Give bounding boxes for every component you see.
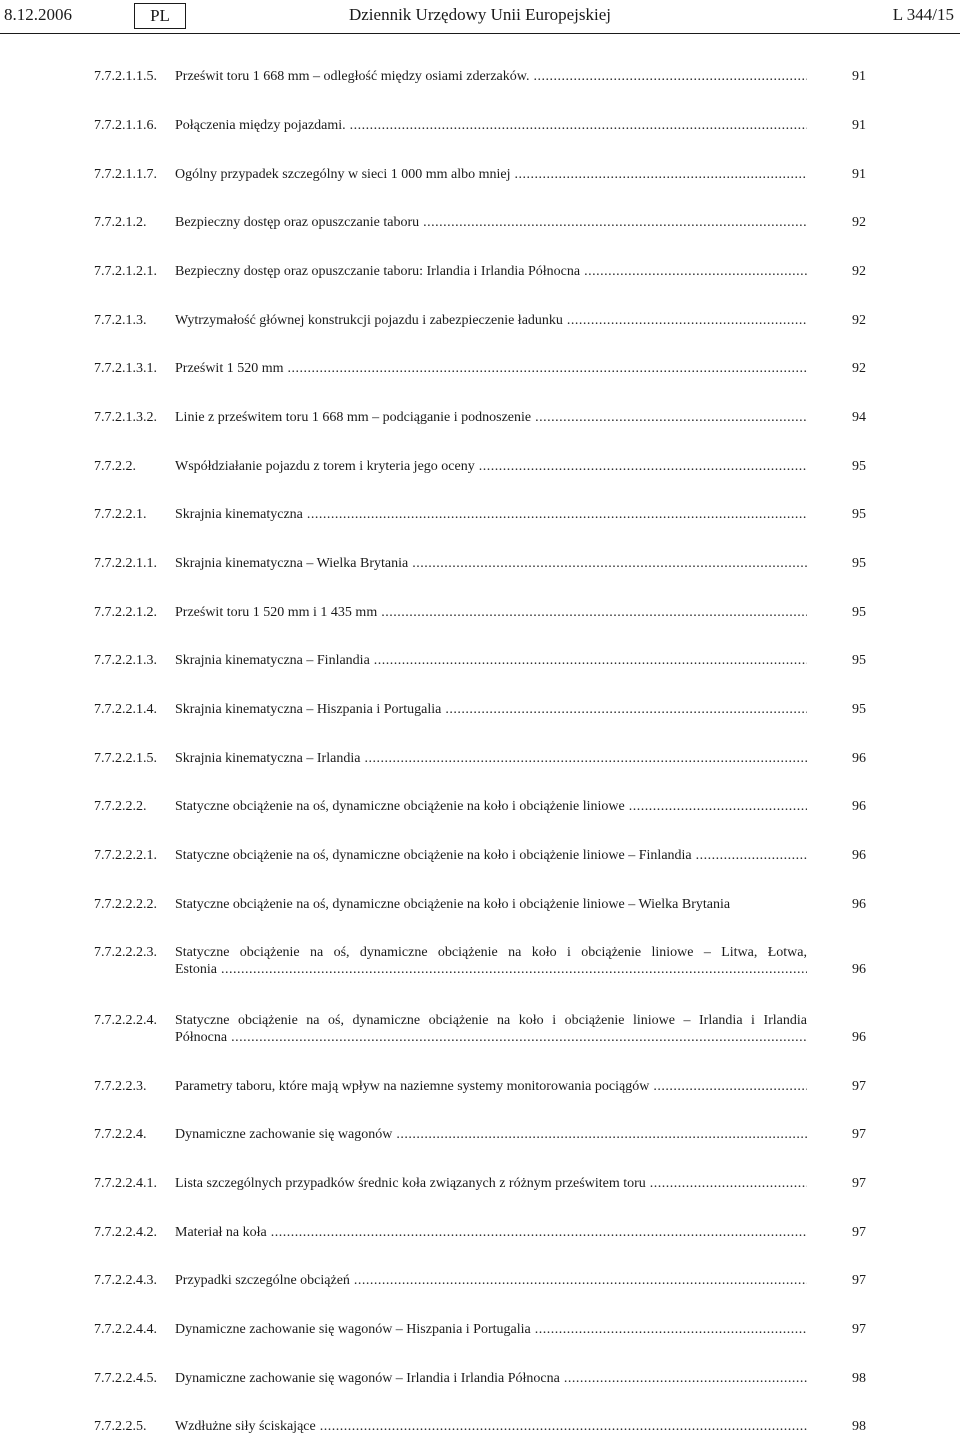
page-number: 95 — [852, 605, 866, 620]
section-title-line: Statyczne obciążenie na oś, dynamiczne obciążenie na koło i obciążenie liniowe – Irlandia i Irlandia — [175, 1013, 807, 1028]
section-title-text: Prześwit 1 520 mm — [175, 361, 284, 376]
section-title-text: Statyczne obciążenie na oś, dynamiczne obciążenie na koło i obciążenie liniowe – Finlandia — [175, 848, 692, 863]
section-number: 7.7.2.2.4.4. — [94, 1322, 157, 1337]
section-number: 7.7.2.2.4. — [94, 1127, 147, 1142]
section-title — [175, 555, 807, 572]
toc-entry — [94, 1272, 866, 1289]
section-title-line — [175, 68, 807, 85]
section-title-line — [175, 961, 807, 978]
language-code-box: PL — [134, 3, 186, 29]
section-title-text: Statyczne obciążenie na oś, dynamiczne obciążenie na koło i obciążenie liniowe – Wielka Brytania — [175, 897, 731, 912]
toc-entry — [94, 1224, 866, 1241]
section-title-line: Statyczne obciążenie na oś, dynamiczne obciążenie na koło i obciążenie liniowe – Litwa, Łotwa, — [175, 945, 807, 960]
section-title — [175, 1012, 807, 1046]
section-title-text: Skrajnia kinematyczna — [175, 507, 303, 522]
section-title-line — [175, 1272, 807, 1289]
section-title-line — [175, 263, 807, 280]
section-title-text: Dynamiczne zachowanie się wagonów – Irlandia i Irlandia Północna — [175, 1371, 560, 1386]
section-title-text: Parametry taboru, które mają wpływ na naziemne systemy monitorowania pociągów — [175, 1079, 650, 1094]
section-title-line — [175, 360, 807, 377]
toc-entry — [94, 458, 866, 475]
toc-entry — [94, 652, 866, 669]
toc-entry — [94, 750, 866, 767]
section-title-text: Lista szczególnych przypadków średnic koła związanych z różnym prześwitem toru — [175, 1176, 646, 1191]
section-title — [175, 1272, 807, 1289]
section-title — [175, 458, 807, 475]
section-number: 7.7.2.2.2.2. — [94, 897, 157, 912]
toc-entry — [94, 68, 866, 85]
section-title — [175, 1370, 807, 1387]
toc-entry — [94, 360, 866, 377]
page-number: 96 — [852, 1030, 866, 1045]
page-number: 92 — [852, 264, 866, 279]
section-number: 7.7.2.2.4.5. — [94, 1371, 157, 1386]
section-title-text: Linie z prześwitem toru 1 668 mm – podciąganie i podnoszenie — [175, 410, 532, 425]
section-number: 7.7.2.1.2.1. — [94, 264, 157, 279]
section-title-line — [175, 458, 807, 475]
toc-entry — [94, 312, 866, 329]
section-number: 7.7.2.2.2.4. — [94, 1013, 157, 1028]
section-title — [175, 214, 807, 231]
toc-entry — [94, 1175, 866, 1192]
page-number: 96 — [852, 897, 866, 912]
section-title-line — [175, 1224, 807, 1241]
section-title-continuation: Estonia — [175, 962, 217, 977]
section-title-line — [175, 652, 807, 669]
page-number: 91 — [852, 167, 866, 182]
section-number: 7.7.2.1.2. — [94, 215, 147, 230]
page-number: 97 — [852, 1079, 866, 1094]
page-number: 95 — [852, 653, 866, 668]
section-title — [175, 1418, 807, 1435]
section-number: 7.7.2.2.1. — [94, 507, 147, 522]
section-number: 7.7.2.2.5. — [94, 1419, 147, 1434]
section-title — [175, 409, 807, 426]
page-number: 92 — [852, 215, 866, 230]
section-number: 7.7.2.1.3.2. — [94, 410, 157, 425]
toc-entry — [94, 604, 866, 621]
section-title-text: Współdziałanie pojazdu z torem i kryteria jego oceny — [175, 459, 475, 474]
section-number: 7.7.2.1.1.7. — [94, 167, 157, 182]
page-number: 98 — [852, 1371, 866, 1386]
section-number: 7.7.2.2.1.3. — [94, 653, 157, 668]
section-title — [175, 360, 807, 377]
toc-entry — [94, 701, 866, 718]
section-title — [175, 1126, 807, 1143]
section-title-text: Wytrzymałość głównej konstrukcji pojazdu i zabezpieczenie ładunku — [175, 313, 563, 328]
section-title — [175, 944, 807, 978]
section-title-line — [175, 1029, 807, 1046]
section-title — [175, 1224, 807, 1241]
section-title — [175, 263, 807, 280]
page-number: 91 — [852, 118, 866, 133]
toc-entry — [94, 1321, 866, 1338]
page-number: 95 — [852, 459, 866, 474]
section-title-line — [175, 847, 807, 864]
page-number: 95 — [852, 556, 866, 571]
section-title-text: Ogólny przypadek szczególny w sieci 1 000 mm albo mniej — [175, 167, 511, 182]
section-title-line — [175, 701, 807, 718]
page-number: 96 — [852, 799, 866, 814]
section-title — [175, 604, 807, 621]
section-title-text: Dynamiczne zachowanie się wagonów – Hiszpania i Portugalia — [175, 1322, 531, 1337]
section-title-line — [175, 409, 807, 426]
section-title — [175, 750, 807, 767]
section-title — [175, 1078, 807, 1095]
page-number: 97 — [852, 1322, 866, 1337]
section-title-text: Przypadki szczególne obciążeń — [175, 1273, 350, 1288]
journal-title: Dziennik Urzędowy Unii Europejskiej — [348, 5, 611, 24]
section-title — [175, 1175, 807, 1192]
page-number: 97 — [852, 1225, 866, 1240]
section-number: 7.7.2.2. — [94, 459, 136, 474]
toc-entry — [94, 506, 866, 523]
section-title-text: Skrajnia kinematyczna – Finlandia — [175, 653, 370, 668]
page-number: 97 — [852, 1127, 866, 1142]
section-title-line — [175, 1078, 807, 1095]
section-title-line — [175, 1321, 807, 1338]
toc-entry — [94, 847, 866, 864]
section-title-text: Skrajnia kinematyczna – Irlandia — [175, 751, 361, 766]
section-title-text: Dynamiczne zachowanie się wagonów — [175, 1127, 393, 1142]
section-title — [175, 701, 807, 718]
section-number: 7.7.2.1.3.1. — [94, 361, 157, 376]
section-title-text: Bezpieczny dostęp oraz opuszczanie taboru: Irlandia i Irlandia Północna — [175, 264, 581, 279]
page-number: 96 — [852, 848, 866, 863]
toc-entry — [94, 1126, 866, 1143]
section-number: 7.7.2.2.3. — [94, 1079, 147, 1094]
section-title-line — [175, 750, 807, 767]
section-title-text: Połączenia między pojazdami. — [175, 118, 346, 133]
section-title — [175, 68, 807, 85]
section-number: 7.7.2.1.1.6. — [94, 118, 157, 133]
page-number: 94 — [852, 410, 866, 425]
section-title-line — [175, 117, 807, 134]
section-title-line — [175, 1126, 807, 1143]
section-title-continuation: Północna — [175, 1030, 228, 1045]
page-number: 98 — [852, 1419, 866, 1434]
section-title-text: Skrajnia kinematyczna – Wielka Brytania — [175, 556, 409, 571]
section-title-line — [175, 798, 807, 815]
section-title — [175, 117, 807, 134]
publication-date: 8.12.2006 — [4, 5, 72, 24]
toc-entry — [94, 214, 866, 231]
section-title-line — [175, 214, 807, 231]
toc-entry — [94, 1078, 866, 1095]
section-number: 7.7.2.2.1.4. — [94, 702, 157, 717]
toc-entry — [94, 166, 866, 183]
section-number: 7.7.2.2.2.1. — [94, 848, 157, 863]
page-number: 95 — [852, 702, 866, 717]
section-title-text: Skrajnia kinematyczna – Hiszpania i Portugalia — [175, 702, 442, 717]
page-number: 92 — [852, 361, 866, 376]
section-title-line — [175, 166, 807, 183]
page-number: 97 — [852, 1176, 866, 1191]
page-number: 95 — [852, 507, 866, 522]
section-number: 7.7.2.1.1.5. — [94, 69, 157, 84]
section-title — [175, 506, 807, 523]
page-number: 91 — [852, 69, 866, 84]
section-number: 7.7.2.2.1.1. — [94, 556, 157, 571]
toc-entry — [94, 1418, 866, 1435]
section-number: 7.7.2.2.4.2. — [94, 1225, 157, 1240]
header-divider — [0, 33, 960, 34]
section-title — [175, 847, 807, 864]
toc-entry — [94, 263, 866, 280]
section-number: 7.7.2.2.1.2. — [94, 605, 157, 620]
section-title-text: Wzdłużne siły ściskające — [175, 1419, 316, 1434]
section-title-line — [175, 1370, 807, 1387]
section-title — [175, 798, 807, 815]
page-number: 97 — [852, 1273, 866, 1288]
toc-entry — [94, 896, 866, 913]
section-number: 7.7.2.2.4.3. — [94, 1273, 157, 1288]
toc-entry — [94, 1012, 866, 1046]
toc-entry — [94, 798, 866, 815]
section-title-text: Materiał na koła — [175, 1225, 267, 1240]
toc-entry — [94, 555, 866, 572]
section-title-line — [175, 555, 807, 572]
section-number: 7.7.2.2.2. — [94, 799, 147, 814]
page-number: 96 — [852, 751, 866, 766]
section-number: 7.7.2.2.4.1. — [94, 1176, 157, 1191]
section-title-text: Bezpieczny dostęp oraz opuszczanie taboru — [175, 215, 420, 230]
section-title-line — [175, 506, 807, 523]
toc-entry — [94, 944, 866, 978]
section-title — [175, 312, 807, 329]
section-number: 7.7.2.1.3. — [94, 313, 147, 328]
page-header — [0, 0, 960, 32]
section-title-line — [175, 1175, 807, 1192]
toc-entry — [94, 1370, 866, 1387]
section-number: 7.7.2.2.1.5. — [94, 751, 157, 766]
section-title — [175, 896, 807, 913]
section-title-text: Prześwit toru 1 520 mm i 1 435 mm — [175, 605, 378, 620]
page-number: 96 — [852, 962, 866, 977]
toc-entry — [94, 409, 866, 426]
page-number: 92 — [852, 313, 866, 328]
section-title-line — [175, 1418, 807, 1435]
section-title-text: Prześwit toru 1 668 mm – odległość między osiami zderzaków. — [175, 69, 530, 84]
toc-entry — [94, 117, 866, 134]
page-reference: L 344/15 — [892, 5, 954, 24]
section-title-line — [175, 604, 807, 621]
section-title-line — [175, 312, 807, 329]
section-number: 7.7.2.2.2.3. — [94, 945, 157, 960]
section-title — [175, 166, 807, 183]
section-title-text: Statyczne obciążenie na oś, dynamiczne obciążenie na koło i obciążenie liniowe — [175, 799, 625, 814]
section-title — [175, 652, 807, 669]
section-title-line — [175, 896, 807, 913]
section-title — [175, 1321, 807, 1338]
